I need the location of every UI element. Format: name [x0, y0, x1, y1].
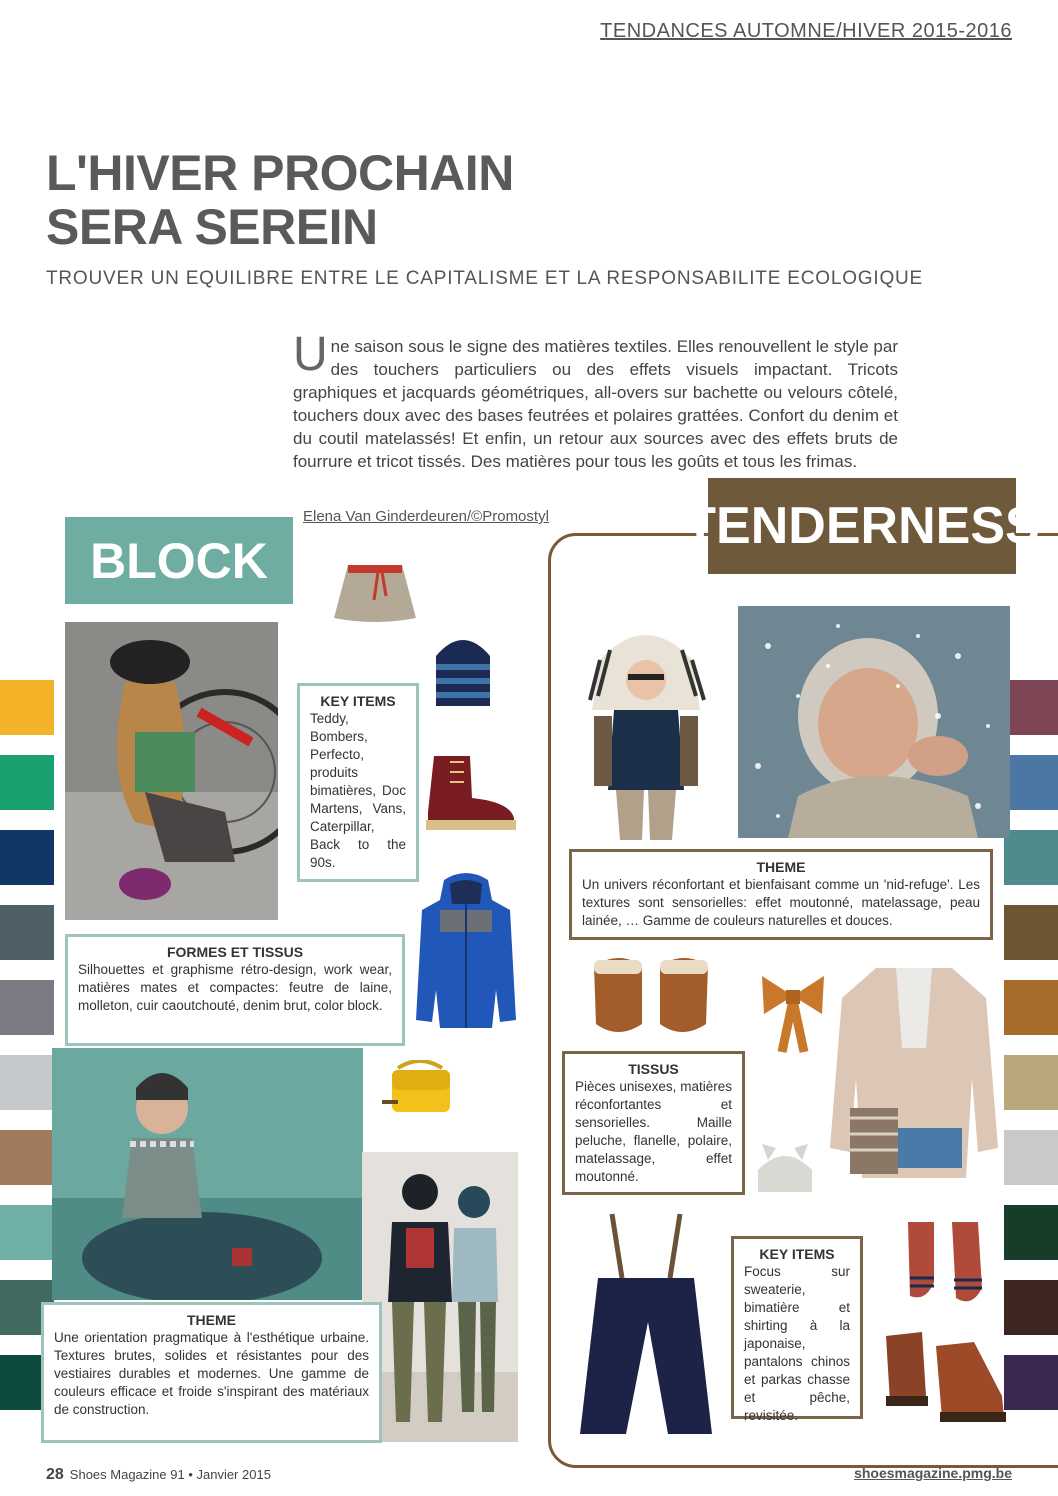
- tenderness-key-items-text: Focus sur sweaterie, bimatière et shirting à la japonaise, pantalons chinos et parkas chasse et pêche, revisitée.: [744, 1264, 850, 1423]
- tissus-text: Pièces unisexes, matières réconfortantes et sensorielles. Maille peluche, flanelle, polaire, matelassage, effet moutonné.: [575, 1079, 732, 1184]
- title-line-2: SERA SEREIN: [46, 199, 378, 255]
- page-number: 28: [46, 1466, 64, 1483]
- tenderness-key-items-box: [731, 1236, 863, 1423]
- photo-credit: Elena Van Ginderdeuren/©Promostyl: [303, 508, 549, 525]
- tenderness-key-items-heading: KEY ITEMS: [759, 1246, 835, 1262]
- block-key-items-heading: KEY ITEMS: [320, 693, 396, 709]
- yellow-satchel-image: [378, 1060, 462, 1122]
- swatch-left-7: [0, 1130, 54, 1185]
- striped-beanie-image: [432, 628, 494, 710]
- block-key-items-text: Teddy, Bombers, Perfecto, produits bimatières, Doc Martens, Vans, Caterpillar, Back to the 90s.: [310, 711, 406, 870]
- girl-bike-photo: [65, 622, 278, 920]
- leather-boot-image: [420, 752, 518, 832]
- title-line-1: L'HIVER PROCHAIN: [46, 145, 514, 201]
- tenderness-theme-heading: THEME: [756, 859, 806, 875]
- page-subtitle: TROUVER UN EQUILIBRE ENTRE LE CAPITALISME ET LA RESPONSABILITE ECOLOGIQUE: [46, 268, 924, 289]
- swatch-left-1: [0, 680, 54, 735]
- footer-site-link[interactable]: shoesmagazine.pmg.be: [854, 1465, 1012, 1481]
- blue-parka-image: [414, 870, 518, 1030]
- tenderness-section-label: TENDERNESS: [708, 478, 1016, 574]
- formes-tissus-heading: FORMES ET TISSUS: [166, 944, 304, 960]
- tissus-box: [562, 1051, 745, 1195]
- formes-tissus-box: [65, 934, 405, 1046]
- knit-skirt-image: [330, 560, 420, 625]
- block-theme-heading: THEME: [187, 1312, 236, 1328]
- swatch-left-2: [0, 755, 54, 810]
- tissus-heading: TISSUS: [628, 1061, 679, 1077]
- block-theme-text: Une orientation pragmatique à l'esthétique urbaine. Textures brutes, solides et résistantes pour des vestiaires durables et modernes. Une gamme de couleurs efficace et froide s'inspirant des matériaux de construction.: [54, 1330, 369, 1417]
- block-section-label: BLOCK: [65, 517, 293, 604]
- suspender-trousers-image: [576, 1212, 716, 1440]
- child-snow-photo: [738, 606, 1010, 838]
- knit-bow-image: [758, 966, 828, 1054]
- bunny-hat-image: [752, 1134, 818, 1194]
- swatch-left-3: [0, 830, 54, 885]
- striped-socks-image: [902, 1218, 992, 1310]
- block-theme-box: [41, 1302, 382, 1443]
- intro-text: ne saison sous le signe des matières textiles. Elles renouvellent le style par des touchers particuliers ou des effets visuels impactant. Tricots graphiques et jacquards géométriques, all-overs sur bachette ou velours côtelé, touchers doux avec des bases feutrées et polaires grattées. Confort du denim et du coutil matelassés! Et enfin, un retour aux sources avec des effets bruts de fourrure et tricot tissés. Des matières pour tous les goûts et tous les frimas.: [293, 337, 898, 471]
- boys-walking-photo: [362, 1152, 518, 1442]
- formes-tissus-text: Silhouettes et graphisme rétro-design, work wear, matières mates et compactes: feutre de laine, molleton, cuir caoutchouté, denim brut, color block.: [78, 962, 392, 1013]
- page-title: [46, 146, 514, 254]
- boy-headdress-photo: [580, 620, 712, 845]
- issue-info: Shoes Magazine 91 • Janvier 2015: [69, 1467, 271, 1482]
- tenderness-theme-text: Un univers réconfortant et bienfaisant comme un 'nid-refuge'. Les textures sont sensorielles: effet moutonné, matelassage, peau lainée, … Gamme de couleurs naturelles et douces.: [582, 877, 980, 928]
- block-key-items-box: [297, 683, 419, 882]
- section-kicker: TENDANCES AUTOMNE/HIVER 2015-2016: [600, 20, 1012, 42]
- swatch-left-8: [0, 1205, 54, 1260]
- swatch-left-4: [0, 905, 54, 960]
- tweed-coat-outfit-image: [826, 958, 1002, 1198]
- dropcap: U: [293, 328, 328, 381]
- swatch-left-6: [0, 1055, 54, 1110]
- leather-shoes-image: [882, 1326, 1008, 1426]
- tenderness-theme-box: [569, 849, 993, 940]
- sheepskin-mittens-image: [586, 950, 716, 1040]
- footer-issue: [46, 1466, 271, 1484]
- boy-teal-photo: [52, 1048, 363, 1300]
- swatch-left-5: [0, 980, 54, 1035]
- intro-paragraph: [293, 328, 898, 473]
- left-color-palette: [0, 680, 54, 1410]
